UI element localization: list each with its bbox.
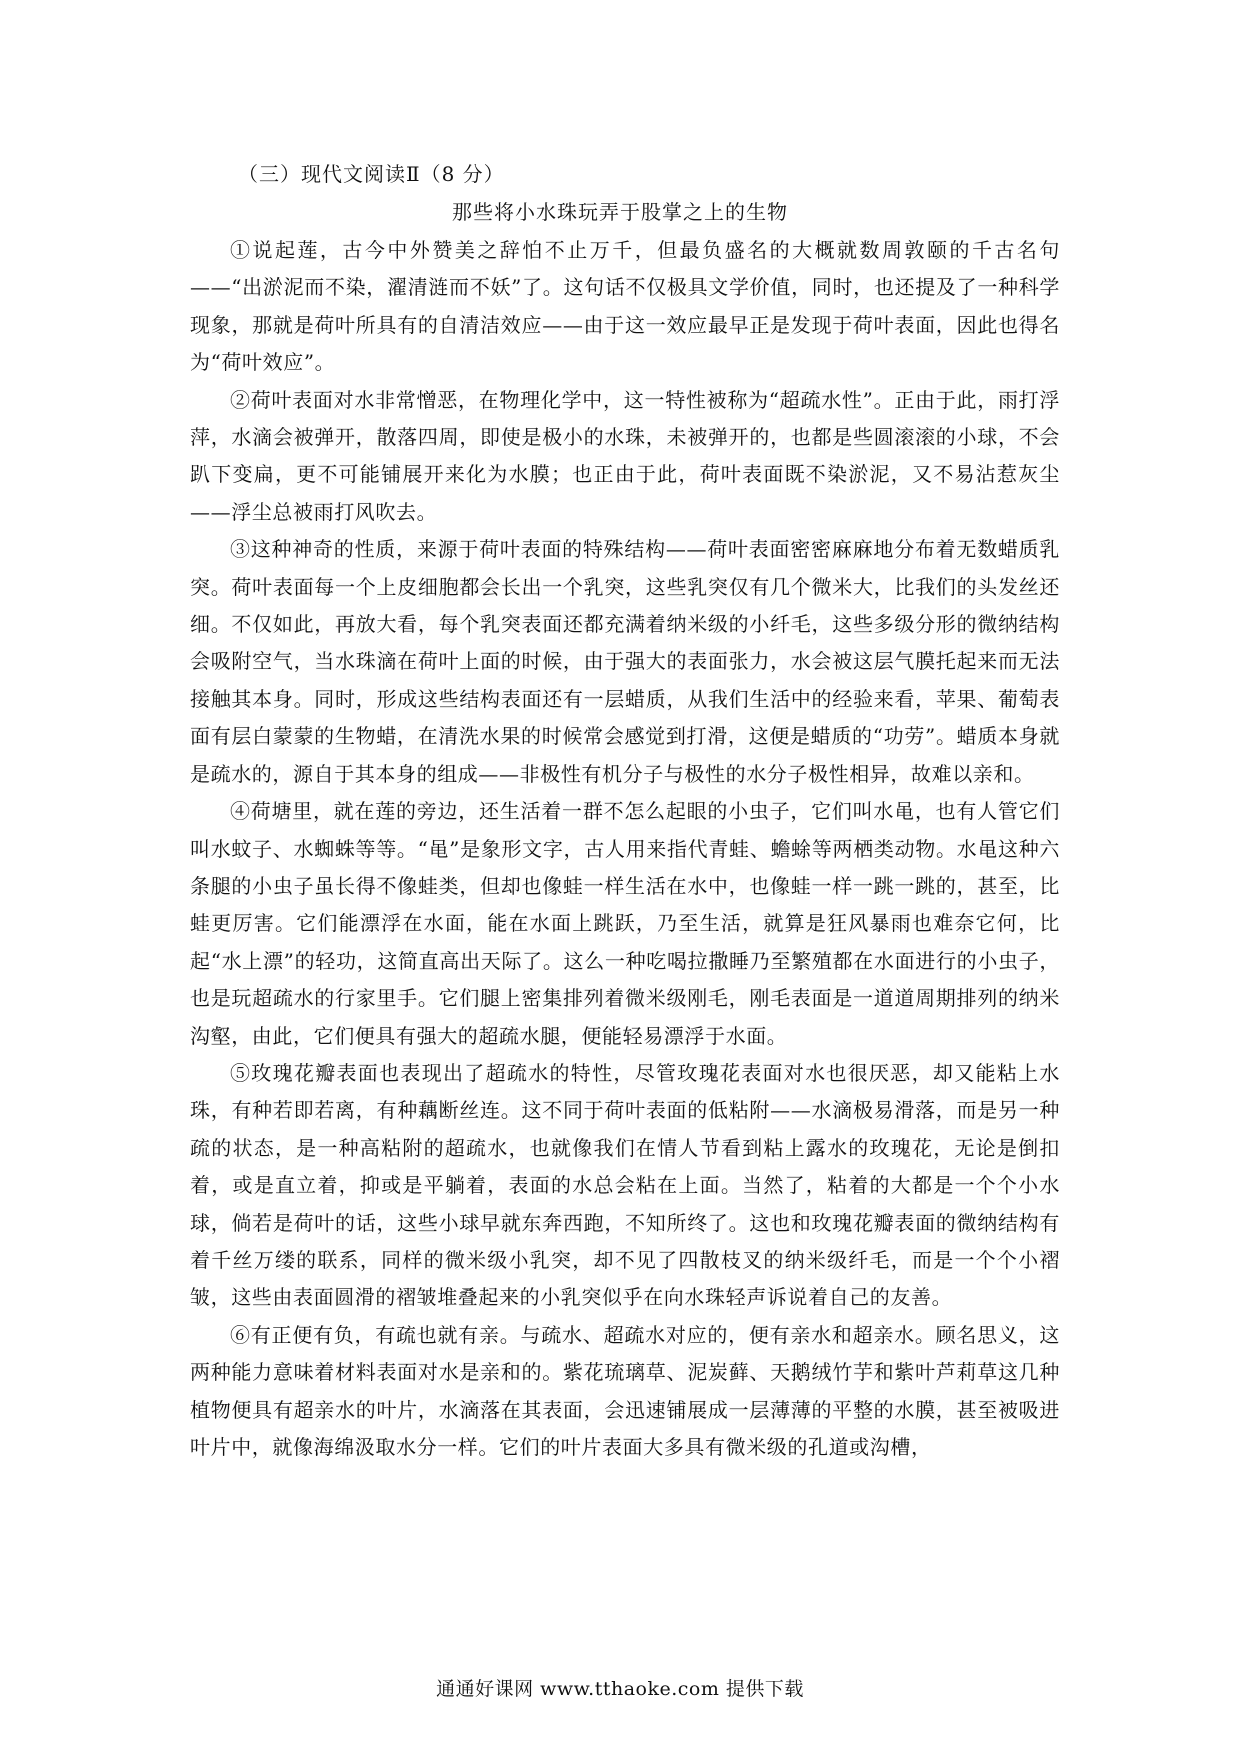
article-title: 那些将小水珠玩弄于股掌之上的生物 — [452, 200, 788, 224]
section-heading: （三）现代文阅读Ⅱ（8 分） — [238, 162, 505, 186]
paragraph-4: ④荷塘里，就在莲的旁边，还生活着一群不怎么起眼的小虫子，它们叫水黾，也有人管它们叫水蚊子、水蜘蛛等等。“黾”是象形文字，古人用来指代青蛙、蟾蜍等两栖类动物。水黾这种六条腿的小虫子虽长得不像蛙类，但却也像蛙一样生活在水中，也像蛙一样一跳一跳的，甚至，比蛙更厉害。它们能漂浮在水面，能在水面上跳跃，乃至生活，就算是狂风暴雨也难奈它何，比起“水上漂”的轻功，这简直高出天际了。这么一种吃喝拉撒睡乃至繁殖都在水面进行的小虫子，也是玩超疏水的行家里手。它们腿上密集排列着微米级刚毛，刚毛表面是一道道周期排列的纳米沟壑，由此，它们便具有强大的超疏水腿，便能轻易漂浮于水面。 — [190, 799, 1060, 1048]
paragraph-3: ③这种神奇的性质，来源于荷叶表面的特殊结构——荷叶表面密密麻麻地分布着无数蜡质乳突。荷叶表面每一个上皮细胞都会长出一个乳突，这些乳突仅有几个微米大，比我们的头发丝还细。不仅如此，再放大看，每个乳突表面还都充满着纳米级的小纤毛，这些多级分形的微纳结构会吸附空气，当水珠滴在荷叶上面的时候，由于强大的表面张力，水会被这层气膜托起来而无法接触其本身。同时，形成这些结构表面还有一层蜡质，从我们生活中的经验来看，苹果、葡萄表面有层白蒙蒙的生物蜡，在清洗水果的时候常会感觉到打滑，这便是蜡质的“功劳”。蜡质本身就是疏水的，源自于其本身的组成——非极性有机分子与极性的水分子极性相异，故难以亲和。 — [190, 537, 1060, 786]
article-body — [190, 232, 1060, 1466]
paragraph-6: ⑥有正便有负，有疏也就有亲。与疏水、超疏水对应的，便有亲水和超亲水。顾名思义，这两种能力意味着材料表面对水是亲和的。紫花琉璃草、泥炭藓、天鹅绒竹芋和紫叶芦莉草这几种植物便具有超亲水的叶片，水滴落在其表面，会迅速铺展成一层薄薄的平整的水膜，甚至被吸进叶片中，就像海绵汲取水分一样。它们的叶片表面大多具有微米级的孔道或沟槽， — [190, 1322, 1060, 1459]
paragraph-1: ①说起莲，古今中外赞美之辞怕不止万千，但最负盛名的大概就数周敦颐的千古名句——“出淤泥而不染，濯清涟而不妖”了。这句话不仅极具文学价值，同时，也还提及了一种科学现象，那就是荷叶所具有的自清洁效应——由于这一效应最早正是发现于荷叶表面，因此也得名为“荷叶效应”。 — [190, 238, 1060, 375]
paragraph-5: ⑤玫瑰花瓣表面也表现出了超疏水的特性，尽管玫瑰花表面对水也很厌恶，却又能粘上水珠，有种若即若离，有种藕断丝连。这不同于荷叶表面的低粘附——水滴极易滑落，而是另一种疏的状态，是一种高粘附的超疏水，也就像我们在情人节看到粘上露水的玫瑰花，无论是倒扣着，或是直立着，抑或是平躺着，表面的水总会粘在上面。当然了，粘着的大都是一个个小水球，倘若是荷叶的话，这些小球早就东奔西跑，不知所终了。这也和玫瑰花瓣表面的微纳结构有着千丝万缕的联系，同样的微米级小乳突，却不见了四散枝叉的纳米级纤毛，而是一个个小褶皱，这些由表面圆滑的褶皱堆叠起来的小乳突似乎在向水珠轻声诉说着自己的友善。 — [190, 1060, 1060, 1310]
paragraph-2: ②荷叶表面对水非常憎恶，在物理化学中，这一特性被称为“超疏水性”。正由于此，雨打浮萍，水滴会被弹开，散落四周，即使是极小的水珠，未被弹开的，也都是些圆滚滚的小球，不会趴下变扁，更不可能铺展开来化为水膜；也正由于此，荷叶表面既不染淤泥，又不易沾惹灰尘——浮尘总被雨打风吹去。 — [190, 387, 1060, 524]
page-footer: 通通好课网 www.tthaoke.com 提供下载 — [436, 1678, 804, 1700]
